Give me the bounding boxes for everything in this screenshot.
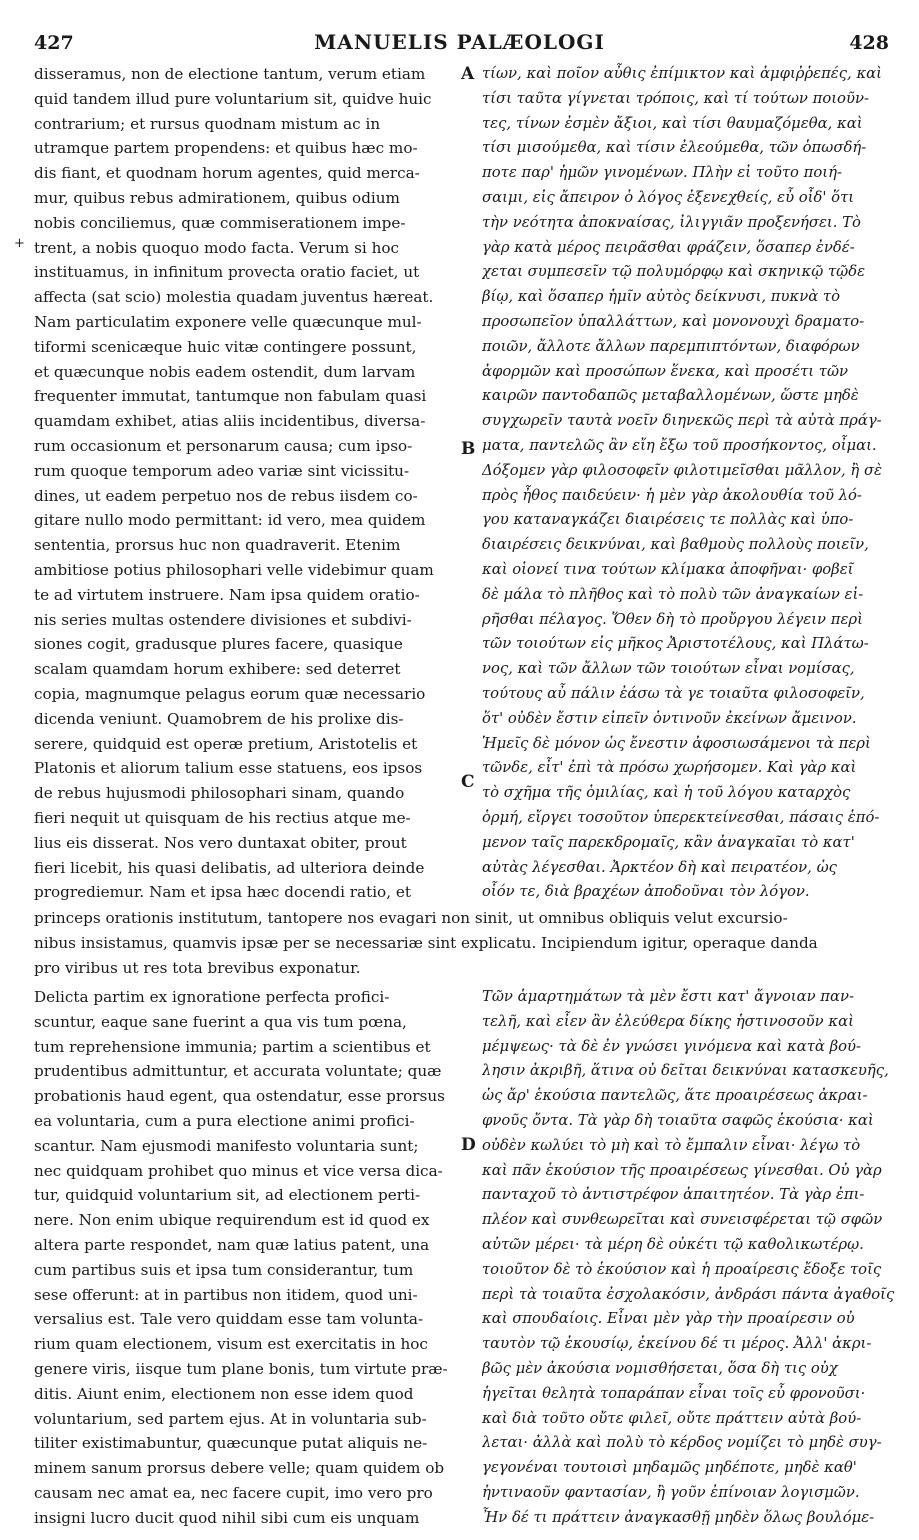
full-width-lines	[34, 906, 902, 980]
text-line: lius eis disserat. Nos vero duntaxat obiter, prout	[34, 833, 407, 852]
text-line: συγχωρεῖν ταυτὰ νοεῖν διηνεκῶς περὶ τὰ αὐτὰ πράγ-	[482, 412, 882, 430]
text-line: φνοῦς ὄντα. Τὰ γὰρ δὴ τοιαῦτα σαφῶς ἑκούσια· καὶ	[482, 1111, 874, 1129]
text-line: ρῆσθαι πέλαγος. Ὅθεν δὴ τὸ προὔργου λέγειν περὶ	[482, 610, 863, 628]
text-line: rum occasionum et personarum causa; cum ipso-	[34, 436, 413, 455]
text-line: nec quidquam prohibet quo minus et vice versa dica-	[34, 1161, 443, 1180]
text-line: ditis. Aiunt enim, electionem non esse idem quod	[34, 1384, 414, 1403]
text-line: sese offerunt: at in partibus non itidem, quod uni-	[34, 1285, 418, 1304]
text-line: γεγονέναι τουτοισὶ μηδαμῶς μηδέποτε, μηδὲ καθ'	[482, 1459, 857, 1477]
text-line: minem sanum prorsus debere velle; quam quidem ob	[34, 1459, 445, 1478]
text-line: ambitiose potius philosophari velle videbimur quam	[34, 560, 434, 579]
greek-column-lower	[482, 985, 902, 1531]
text-line: copia, magnumque pelagus eorum quæ necessario	[34, 684, 426, 703]
text-line: quamdam exhibet, atias aliis incidentibus, diversa-	[34, 412, 426, 431]
running-title: MANUELIS PALÆOLOGI	[314, 30, 605, 54]
text-line: αὐτὰς λέγεσθαι. Ἀρκτέον δὴ καὶ πειρατέον, ὡς	[482, 858, 837, 876]
margin-letter-d: D	[461, 1135, 476, 1155]
text-line: et quæcunque nobis eadem ostendit, dum larvam	[34, 362, 416, 381]
text-line: dicenda veniunt. Quamobrem de his prolixe dis-	[34, 709, 404, 728]
text-line: βίῳ, καὶ ὅσαπερ ἡμῖν αὐτὸς δείκνυσι, πυκνὰ τὸ	[482, 288, 841, 306]
text-line: insigni lucro ducit quod nihil sibi cum eis unquam	[34, 1508, 420, 1527]
text-line: voluntarium, sed partem ejus. At in voluntaria sub-	[34, 1409, 427, 1428]
text-line: τοιοῦτον δὲ τὸ ἑκούσιον καὶ ἡ προαίρεσις ἔδοξε τοῖς	[482, 1260, 882, 1278]
text-line: ποτε παρ' ἡμῶν γινομένων. Πλὴν εἰ τοῦτο ποιή-	[482, 164, 842, 182]
text-line: ὡς ἄρ' ἑκούσια παντελῶς, ἅτε προαιρέσεως ἀκραι-	[482, 1087, 868, 1105]
text-line: mur, quibus rebus admirationem, quibus odium	[34, 188, 400, 207]
text-line: μέμψεως· τὰ δὲ ἐν γνώσει γινόμενα καὶ κατὰ βού-	[482, 1037, 862, 1055]
text-line: Platonis et aliorum talium esse statuens, eos ipsos	[34, 759, 423, 778]
text-line: τὴν νεότητα ἀποκναίσας, ἰλιγγιᾶν προξενήσει. Τὸ	[482, 213, 861, 231]
page-number-left: 427	[34, 32, 74, 54]
text-line: te ad virtutem instruere. Nam ipsa quidem oratio-	[34, 585, 420, 604]
text-line: tiformi scenicæque huic vitæ contingere possunt,	[34, 337, 417, 356]
text-line: probationis haud egent, qua ostendatur, esse prorsus	[34, 1087, 445, 1106]
text-line: causam nec amat ea, nec facere cupit, imo vero pro	[34, 1483, 433, 1502]
text-line: πλέον καὶ συνθεωρεῖται καὶ συνεισφέρεται τῷ σφῶν	[482, 1211, 883, 1229]
greek-column-upper	[482, 62, 902, 905]
text-line: μενον ταῖς παρεκδρομαῖς, κἂν ἀναγκαῖαι τὸ κατ'	[482, 833, 855, 851]
text-line: princeps orationis institutum, tantopere nos evagari non sinit, ut omnibus obliquis velut excursio-	[34, 909, 788, 927]
text-line: nis series multas ostendere divisiones et subdivi-	[34, 610, 412, 629]
text-line: genere viris, iisque tum plane bonis, tum virtute præ-	[34, 1359, 448, 1378]
text-line: scantur. Nam ejusmodi manifesto voluntaria sunt;	[34, 1136, 419, 1155]
text-line: ἀφορμῶν καὶ προσώπων ἕνεκα, καὶ προσέτι τῶν	[482, 362, 849, 380]
text-line: καὶ οἱονεί τινα τούτων κλίμακα ἀποφῆναι· φοβεῖ	[482, 560, 854, 578]
text-line: utramque partem propendens: et quibus hæc mo-	[34, 139, 418, 158]
text-line: διαιρέσεις δεικνύναι, καὶ βαθμοὺς πολλοὺς ποιεῖν,	[482, 536, 869, 554]
text-line: Τῶν ἁμαρτημάτων τὰ μὲν ἔστι κατ' ἄγνοιαν παν-	[482, 988, 855, 1005]
text-line: καὶ πᾶν ἑκούσιον τῆς προαιρέσεως γίνεσθαι. Οὐ γὰρ	[482, 1161, 882, 1179]
margin-letter-a: A	[461, 64, 475, 84]
page-header	[22, 16, 897, 54]
margin-dagger: +	[14, 236, 25, 251]
text-line: instituamus, in infinitum provecta oratio faciet, ut	[34, 263, 420, 282]
text-line: fieri nequit ut quisquam de his rectius atque me-	[34, 808, 411, 827]
text-line: καὶ σπουδαίοις. Εἶναι μὲν γὰρ τὴν προαίρεσιν οὐ	[482, 1310, 855, 1328]
text-line: tum reprehensione immunia; partim a scientibus et	[34, 1037, 431, 1056]
text-line: contrarium; et rursus quodnam mistum ac in	[34, 114, 381, 133]
text-line: οἷόν τε, διὰ βραχέων ἀποδοῦναι τὸν λόγον.	[482, 883, 810, 901]
text-line: τίσι ταῦτα γίγνεται τρόποις, καὶ τί τούτων ποιοῦν-	[482, 89, 869, 107]
text-line: dis fiant, et quodnam horum agentes, quid merca-	[34, 164, 420, 183]
text-line: οὐδὲν κωλύει τὸ μὴ καὶ τὸ ἔμπαλιν εἶναι· λέγω τὸ	[482, 1136, 861, 1154]
text-line: τίων, καὶ ποῖον αὖθις ἐπίμικτον καὶ ἀμφιῤῥεπές, καὶ	[482, 65, 882, 82]
text-line: τες, τίνων ἐσμὲν ἄξιοι, καὶ τίσι θαυμαζόμεθα, καὶ	[482, 114, 863, 132]
text-line: pro viribus ut res tota brevibus exponatur.	[34, 958, 361, 977]
text-line: προσωπεῖον ὑπαλλάττων, καὶ μονονουχὶ δραματο-	[482, 312, 865, 330]
text-line: Nam particulatim exponere velle quæcunque mul-	[34, 312, 422, 331]
text-line: ἡγεῖται θελητὰ τοπαράπαν εἶναι τοῖς εὖ φρονοῦσι·	[482, 1384, 866, 1402]
text-line: τούτους αὖ πάλιν ἐάσω τὰ γε τοιαῦτα φιλοσοφεῖν,	[482, 684, 865, 702]
text-line: τῶν τοιούτων εἰς μῆκος Ἀριστοτέλους, καὶ Πλάτω-	[482, 635, 869, 653]
latin-column-lower	[34, 985, 456, 1531]
text-line: Delicta partim ex ignoratione perfecta profici-	[34, 988, 390, 1006]
margin-letter-b: B	[461, 439, 476, 459]
text-line: καὶ διὰ τοῦτο οὔτε φιλεῖ, οὔτε πράττειν αὐτὰ βού-	[482, 1409, 862, 1427]
text-line: χεται συμπεσεῖν τῷ πολυμόρφῳ καὶ σκηνικῷ τῷδε	[482, 263, 866, 281]
text-line: αὐτῶν μέρει· τὰ μέρη δὲ οὐκέτι τῷ καθολικωτέρῳ.	[482, 1235, 864, 1253]
text-line: σαιμι, εἰς ἄπειρον ὁ λόγος ἐξενεχθείς, εὖ οἶδ' ὅτι	[482, 188, 855, 206]
text-line: rium quam electionem, visum est exercitatis in hoc	[34, 1335, 428, 1354]
text-line: trent, a nobis quoquo modo facta. Verum si hoc	[34, 238, 399, 257]
text-line: ὅτ' οὐδὲν ἔστιν εἰπεῖν ὁντινοῦν ἐκείνων ἄμεινον.	[482, 709, 857, 727]
text-line: sententia, prorsus huc non quadraverit. Etenim	[34, 536, 401, 555]
text-line: Ἡμεῖς δὲ μόνον ὡς ἔνεστιν ἀφοσιωσάμενοι τὰ περὶ	[482, 734, 871, 752]
text-line: Δόξομεν γὰρ φιλοσοφεῖν φιλοτιμεῖσθαι μᾶλλον, ἢ σὲ	[482, 461, 882, 479]
text-line: tur, quidquid voluntarium sit, ad electionem perti-	[34, 1186, 421, 1205]
text-line: τίσι μισούμεθα, καὶ τίσιν ἐλεούμεθα, τῶν ὁπωσδή-	[482, 139, 867, 157]
text-line: versalius est. Tale vero quiddam esse tam volunta-	[34, 1310, 424, 1329]
text-line: τὸ σχῆμα τῆς ὁμιλίας, καὶ ἡ τοῦ λόγου καταρχὸς	[482, 784, 851, 802]
text-line: ματα, παντελῶς ἂν εἴη ἔξω τοῦ προσήκοντος, οἶμαι.	[482, 436, 877, 454]
text-line: καιρῶν παντοδαπῶς μεταβαλλομένων, ὥστε μηδὲ	[482, 387, 859, 405]
text-line: fieri licebit, his quasi delibatis, ad ulteriora deinde	[34, 858, 425, 877]
text-line: serere, quidquid est operæ pretium, Aristotelis et	[34, 734, 418, 753]
text-line: βῶς μὲν ἀκούσια νομισθήσεται, ὅσα δὴ τις οὐχ	[482, 1359, 838, 1377]
text-line: scuntur, eaque sane fuerint a qua vis tum pœna,	[34, 1012, 407, 1031]
text-line: rum quoque temporum adeo variæ sint vicissitu-	[34, 461, 410, 480]
text-line: disseramus, non de electione tantum, verum etiam	[34, 65, 426, 83]
text-line: scalam quamdam horum exhibere: sed deterret	[34, 660, 401, 679]
text-line: tiliter existimabuntur, quæcunque putat aliquis ne-	[34, 1434, 428, 1453]
text-line: γὰρ κατὰ μέρος πειρᾶσθαι φράζειν, ὅσαπερ ἐνδέ-	[482, 238, 855, 256]
text-line: de rebus hujusmodi philosophari sinam, quando	[34, 784, 405, 803]
text-line: nobis conciliemus, quæ commiserationem impe-	[34, 213, 406, 232]
text-line: ὁρμή, εἴργει τοσοῦτον ὑπερεκτείνεσθαι, πάσαις ἑπό-	[482, 808, 880, 826]
text-line: frequenter immutat, tantumque non fabulam quasi	[34, 387, 427, 406]
text-line: nere. Non enim ubique requirendum est id quod ex	[34, 1211, 430, 1230]
text-line: νος, καὶ τῶν ἄλλων τῶν τοιούτων εἶναι νομίσας,	[482, 660, 855, 678]
text-line: ποιῶν, ἄλλοτε ἄλλων παρεμπιπτόντων, διαφόρων	[482, 337, 860, 355]
text-line: πρὸς ἦθος παιδεύειν· ἡ μὲν γὰρ ἀκολουθία τοῦ λό-	[482, 486, 862, 504]
text-line: πανταχοῦ τὸ ἀντιστρέφον ἀπαιτητέον. Τὰ γὰρ ἐπι-	[482, 1186, 865, 1204]
text-line: quid tandem illud pure voluntarium sit, quidve huic	[34, 89, 432, 108]
text-line: nibus insistamus, quamvis ipsæ per se necessariæ sint explicatu. Incipiendum igitur, operaque danda	[34, 933, 818, 952]
margin-letter-c: C	[461, 772, 475, 792]
text-line: Ἦν δέ τι πράττειν ἀναγκασθῇ μηδὲν ὅλως βουλόμε-	[482, 1508, 875, 1526]
latin-column-upper	[34, 62, 456, 905]
text-line: altera parte respondet, nam quæ latius patent, una	[34, 1235, 430, 1254]
text-line: λεται· ἀλλὰ καὶ πολὺ τὸ κέρδος νομίζει τὸ μηδὲ συγ-	[482, 1434, 882, 1452]
page-number-right: 428	[849, 32, 889, 54]
text-line: ea voluntaria, cum a pura electione animi profici-	[34, 1111, 415, 1130]
text-line: affecta (sat scio) molestia quadam juventus hæreat.	[34, 288, 434, 307]
text-line: progrediemur. Nam et ipsa hæc docendi ratio, et	[34, 883, 411, 902]
text-line: λησιν ἀκριβῆ, ἅτινα οὐ δεῖται δεικνύναι κατασκευῆς,	[482, 1062, 889, 1080]
text-line: τῶνδε, εἶτ' ἐπὶ τὰ πρόσω χωρήσομεν. Καὶ γὰρ καὶ	[482, 759, 857, 777]
text-line: gitare nullo modo permittant: id vero, mea quidem	[34, 511, 426, 530]
text-line: ἡντιναοῦν φαντασίαν, ἢ γοῦν ἐπίνοιαν λογισμῶν.	[482, 1483, 860, 1501]
text-line: siones cogit, gradusque plures facere, quasique	[34, 635, 403, 654]
text-line: τελῆ, καὶ εἶεν ἂν ἐλεύθερα δίκης ἡστινοσοῦν καὶ	[482, 1012, 854, 1030]
text-line: dines, ut eadem perpetuo nos de rebus iisdem co-	[34, 486, 418, 505]
text-line: περὶ τὰ τοιαῦτα ἐσχολακόσιν, ἀνδράσι πάντα ἀγαθοῖς	[482, 1285, 895, 1303]
text-line: ταυτὸν τῷ ἑκουσίῳ, ἐκείνου δέ τι μέρος. Ἀλλ' ἀκρι-	[482, 1335, 872, 1353]
text-line: δὲ μάλα τὸ πλῆθος καὶ τὸ πολὺ τῶν ἀναγκαίων εἰ-	[482, 585, 864, 603]
text-line: prudentibus admittuntur, et accurata voluntate; quæ	[34, 1062, 442, 1081]
text-line: γου καταναγκάζει διαιρέσεις τε πολλὰς καὶ ὑπο-	[482, 511, 854, 529]
text-line: cum partibus suis et ipsa tum considerantur, tum	[34, 1260, 414, 1279]
